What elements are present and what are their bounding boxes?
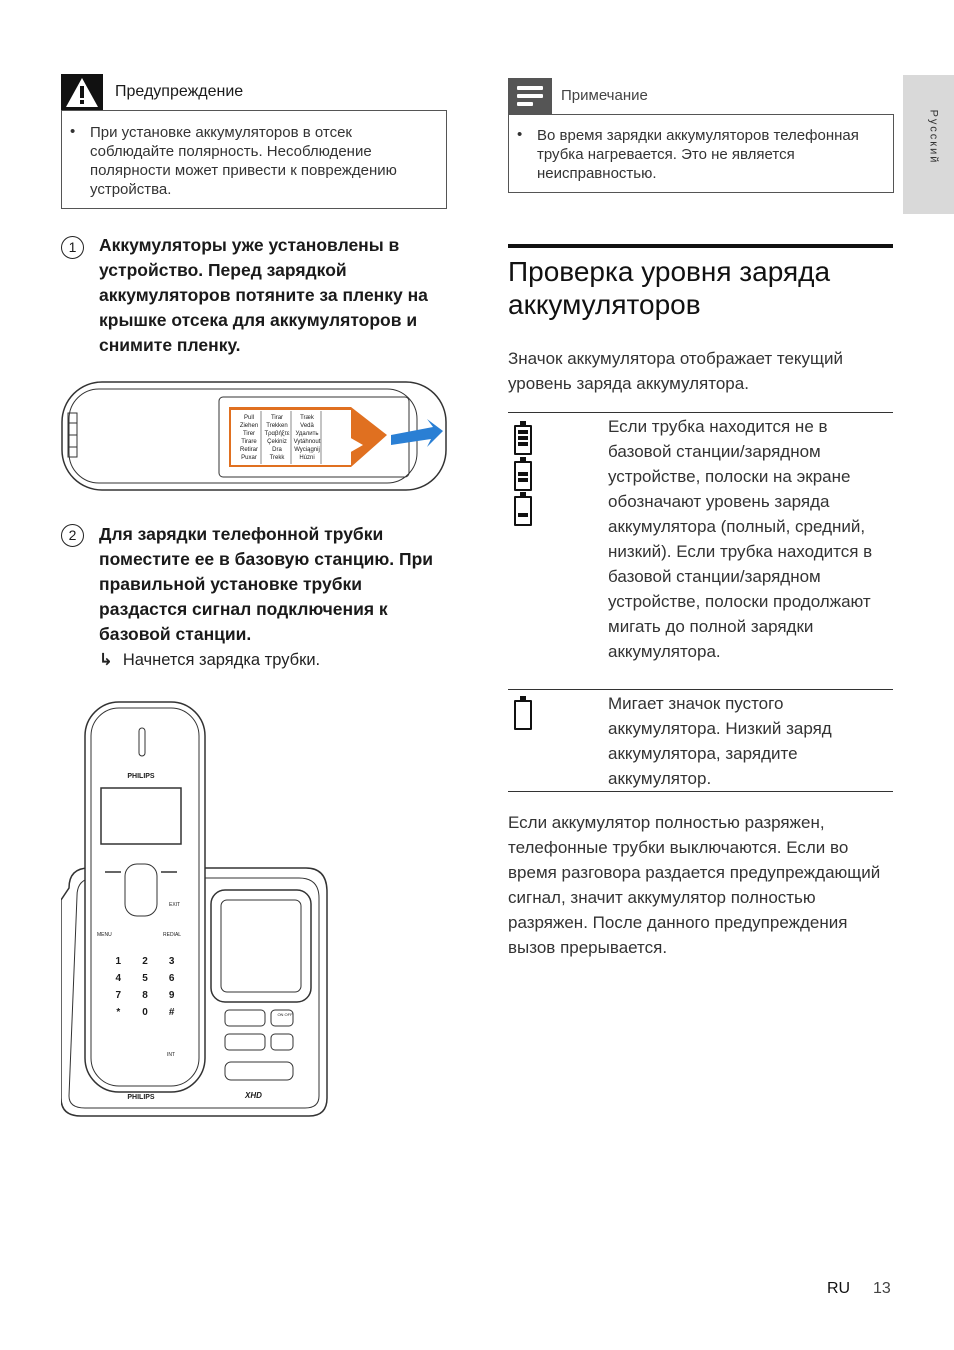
- redial-key: REDIAL: [163, 932, 182, 938]
- key-1: 1: [115, 956, 122, 967]
- step-number-1: 1: [61, 236, 84, 259]
- section-intro: Значок аккумулятора отображает текущий уровень заряда аккумулятора.: [508, 349, 844, 393]
- note-box: [508, 114, 894, 193]
- section-outro: Если аккумулятор полностью разряжен, телефонные трубки выключаются. Если во время разговора раздается предупреждающий сигнал, значит аккумулятор полностью разряжен. После данного предупреждения вызов прерывается.: [508, 813, 881, 957]
- section-rule: [508, 244, 893, 248]
- step-1-text: Аккумуляторы уже установлены в устройство. Перед зарядкой аккумуляторов потяните за пленку на крышке отсека для аккумуляторов и снимите пленку.: [99, 235, 428, 355]
- step-2-result-text: Начнется зарядка трубки.: [122, 651, 321, 669]
- battery-levels-icon: [512, 420, 536, 524]
- result-arrow-icon: ↳: [99, 651, 113, 669]
- on-off-key: ON OFF: [277, 1012, 293, 1017]
- table-cell-2: Мигает значок пустого аккумулятора. Низкий заряд аккумулятора, зарядите аккумулятор.: [608, 694, 832, 788]
- battery-full-icon: [514, 425, 532, 455]
- key-hash: #: [168, 1007, 175, 1018]
- pull-tab-col3: Træk Vedä Удалить Vytáhnout Wyciągnij Húzni: [293, 415, 321, 461]
- warning-header: [61, 74, 447, 110]
- battery-medium-icon: [514, 461, 532, 491]
- note-icon: [508, 78, 552, 114]
- note-text: Во время зарядки аккумуляторов телефонная трубка нагревается. Это не является неисправностью.: [537, 127, 859, 182]
- warning-box: [61, 110, 447, 209]
- table-top-rule: [508, 412, 893, 413]
- battery-low-icon: [514, 496, 532, 526]
- keypad: [105, 956, 185, 1018]
- bullet-icon: •: [70, 123, 76, 140]
- language-tab: [903, 75, 954, 214]
- step-2-result: [99, 650, 320, 670]
- handset-pull-tab-illustration: [61, 381, 447, 493]
- key-star: *: [116, 1007, 121, 1018]
- key-5: 5: [142, 973, 148, 984]
- pull-tab-col2: Tirar Trekken Τραβήξτε Çekiniz Dra Trekk: [264, 415, 290, 461]
- table-bottom-rule: [508, 791, 893, 792]
- warning-title: Предупреждение: [115, 83, 244, 100]
- warning-text: При установке аккумуляторов в отсек соблюдайте полярность. Несоблюдение полярности может привести к повреждению устройства.: [90, 124, 397, 198]
- key-3: 3: [168, 956, 175, 967]
- phone-base-illustration: [61, 700, 331, 1120]
- language-tab-label: Русский: [927, 109, 940, 165]
- warning-icon: [61, 74, 103, 110]
- table-cell-1: Если трубка находится не в базовой станции/зарядном устройстве, полоски на экране обозначают уровень заряда аккумулятора (полный, средний, низкий). Если трубка находится в базовой станции/зарядном устройстве, полоски продолжают мигать до полной зарядки аккумулятора.: [608, 417, 873, 661]
- key-4: 4: [115, 973, 122, 984]
- exit-key: EXIT: [169, 902, 181, 908]
- menu-key: MENU: [97, 932, 112, 938]
- int-key: INT: [167, 1052, 176, 1058]
- bullet-icon: •: [517, 126, 523, 143]
- step-2-text: Для зарядки телефонной трубки поместите ее в базовую станцию. При правильной установке трубки раздастся сигнал подключения к базовой станции.: [99, 524, 434, 644]
- key-0: 0: [142, 1007, 148, 1018]
- pull-tab-col1: Pull Ziehen Tirer Tirare Retirar Puxar: [239, 415, 259, 461]
- handset-brand: PHILIPS: [127, 773, 155, 780]
- table-row-rule: [508, 689, 893, 690]
- page-number: 13: [873, 1280, 891, 1297]
- footer-language: RU: [827, 1280, 851, 1297]
- section-title: Проверка уровня заряда аккумуляторов: [508, 256, 831, 320]
- battery-empty-icon: [512, 694, 536, 734]
- key-7: 7: [115, 990, 122, 1001]
- note-header: [508, 78, 894, 114]
- xhd-logo: XHD: [245, 1091, 262, 1100]
- base-brand: PHILIPS: [127, 1094, 155, 1101]
- key-2: 2: [142, 956, 148, 967]
- note-title: Примечание: [561, 87, 648, 104]
- key-8: 8: [142, 990, 148, 1001]
- key-6: 6: [168, 973, 175, 984]
- step-number-2: 2: [61, 524, 84, 547]
- key-9: 9: [168, 990, 175, 1001]
